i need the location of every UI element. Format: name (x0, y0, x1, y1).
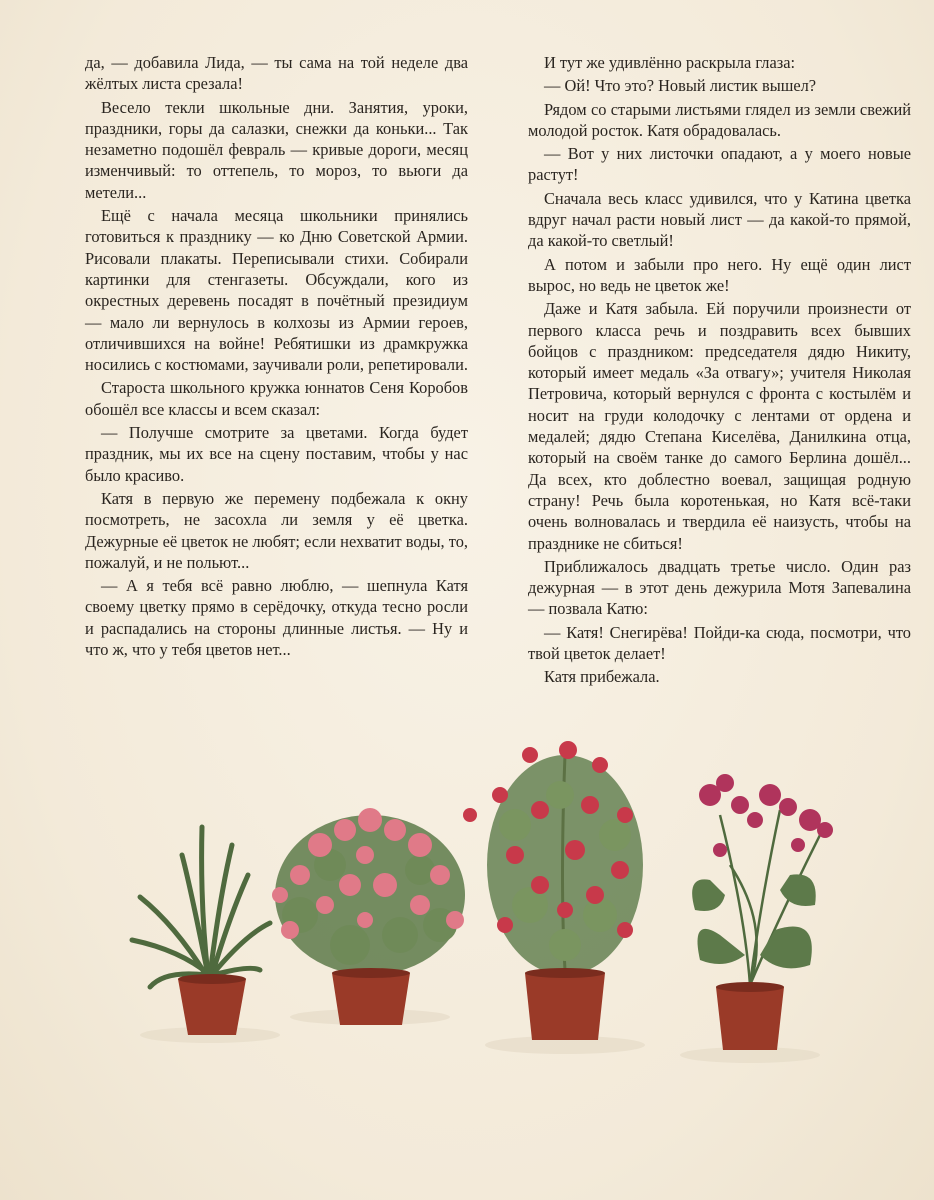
pink-geranium-plant (272, 808, 465, 1025)
aloe-plant (132, 827, 270, 1035)
pot-rim (716, 982, 784, 992)
paragraph: Даже и Катя забыла. Ей поручили произнести от первого класса речь и поздравить всех бывших бойцов с праздником: председателя дядю Никиту, который имеет медаль «За отвагу»; учителя Николая Петровича, который вернулся с фронта с костылём и носит на груди колодочку с лентами от ордена и медалей; дядю Степана Киселёва, Данилкина отца, который на своём танке до самого Берлина дошёл... Да всех, кто доблестно воевал, защищая родную страну! Речь была коротенькая, но Катя всё-таки очень волновалась и твердила её наизусть, чтобы на празднике не сбиться! (528, 299, 911, 553)
paragraph: Весело текли школьные дни. Занятия, уроки, праздники, горы да салазки, снежки да коньки... Так незаметно подошёл февраль — кривые дороги, месяц изменчивый: то оттепель, то мороз, то вьюги да метели... (85, 97, 468, 202)
flower-pot (332, 973, 410, 1025)
paragraph: Рядом со старыми листьями глядел из земли свежий молодой росток. Катя обрадовалась. (528, 99, 911, 140)
right-text-column (528, 52, 911, 688)
pot-rim (525, 968, 605, 978)
magenta-flowering-plant (692, 774, 833, 1050)
paragraph: И тут же удивлённо раскрыла глаза: (544, 53, 796, 72)
paragraph: Катя в первую же перемену подбежала к окну посмотреть, не засохла ли земля у её цветка. Дежурные её цветок не любят; если нехватит воды, то, пожалуй, и не польют... (85, 488, 468, 572)
paragraph: — А я тебя всё равно люблю, — шепнула Катя своему цветку прямо в серёдочку, откуда тесно росли и распадались на стороны длинные листья. — Ну и что ж, что у тебя цветов нет... (85, 576, 468, 660)
paragraph: А потом и забыли про него. Ну ещё один лист вырос, но ведь не цветок же! (528, 254, 911, 295)
flower-pot (716, 987, 784, 1050)
left-text-column (85, 52, 468, 660)
flower-pot (525, 973, 605, 1040)
paragraph: Катя прибежала. (544, 667, 660, 687)
paragraph: Ещё с начала месяца школьники принялись готовиться к празднику — ко Дню Советской Армии. Рисовали плакаты. Переписывали стихи. Собирали картинки для стенгазеты. Обсуждали, кого из окрестных деревень посадят в почётный президиум — мало ли вернулось в колхозы из Армии героев, отличившихся на войне! Ребятишки из драмкружка носились с костюмами, заучивали роли, репетировали. (85, 206, 468, 375)
paragraph: — Ой! Что это? Новый листик вышел? (544, 76, 817, 96)
paragraph: — Катя! Снегирёва! Пойди-ка сюда, посмотри, что твой цветок делает! (528, 622, 911, 664)
pot-rim (332, 968, 410, 978)
paragraph: — Вот у них листочки опадают, а у моего новые растут! (528, 144, 911, 185)
paragraph: — Получше смотрите за цветами. Когда будет праздник, мы их все на сцену поставим, чтобы у нас было красиво. (85, 423, 468, 485)
pot-rim (178, 974, 246, 984)
red-begonia-plant (463, 741, 643, 1040)
flower-pot (178, 979, 246, 1035)
paragraph: Приближалось двадцать третье число. Один раз дежурная — в этот день дежурила Мотя Запевалина — позвала Катю: (528, 556, 911, 619)
paragraph: Староста школьного кружка юннатов Сеня Коробов обошёл все классы и всем сказал: (85, 378, 468, 419)
paragraph: Сначала весь класс удивился, что у Катина цветка вдруг начал расти новый лист — да какой-то прямой, да какой-то светлый! (528, 188, 911, 251)
potted-plants-illustration (120, 735, 860, 1095)
paragraph: да, — добавила Лида, — ты сама на той неделе два жёлтых листа срезала! (85, 53, 468, 94)
